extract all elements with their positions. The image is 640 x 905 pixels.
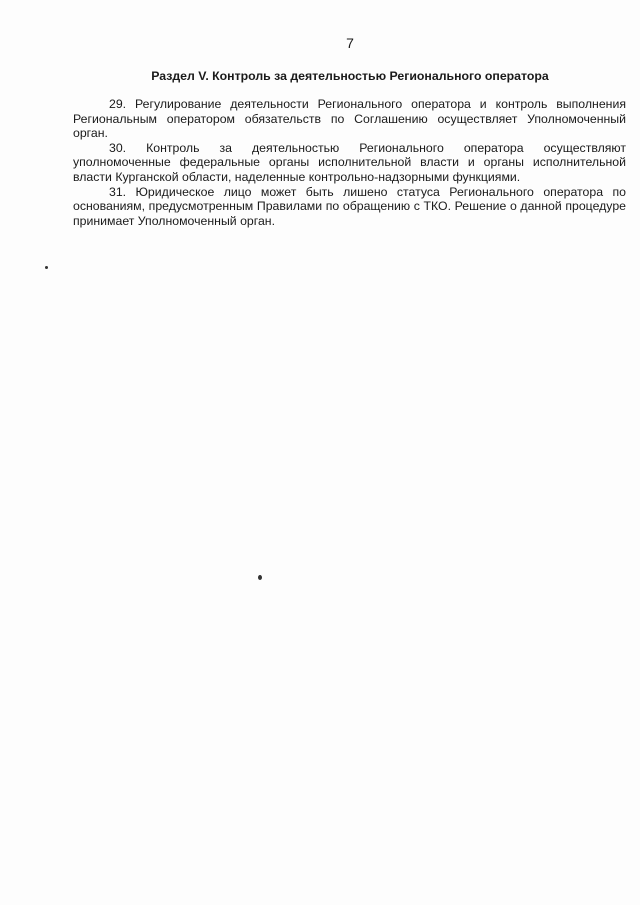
- paragraph-30: 30. Контроль за деятельностью Регионального оператора осуществляют уполномоченные федеральные органы исполнительной власти и органы исполнительной власти Курганской области, наделенные контрольно-надзорными функциями.: [73, 140, 626, 184]
- paragraph-31: 31. Юридическое лицо может быть лишено статуса Регионального оператора по основаниям, предусмотренным Правилами по обращению с ТКО. Решение о данной процедуре принимает Уполномоченный орган.: [73, 184, 626, 228]
- scan-speck: [45, 266, 48, 269]
- page-number: 7: [346, 35, 354, 51]
- paragraph-29: 29. Регулирование деятельности Регионального оператора и контроль выполнения Региональным оператором обязательств по Соглашению осуществляет Уполномоченный орган.: [73, 97, 626, 141]
- scan-speck: [258, 575, 262, 580]
- section-body: [73, 97, 626, 228]
- section-title: Раздел V. Контроль за деятельностью Регионального оператора: [151, 69, 549, 83]
